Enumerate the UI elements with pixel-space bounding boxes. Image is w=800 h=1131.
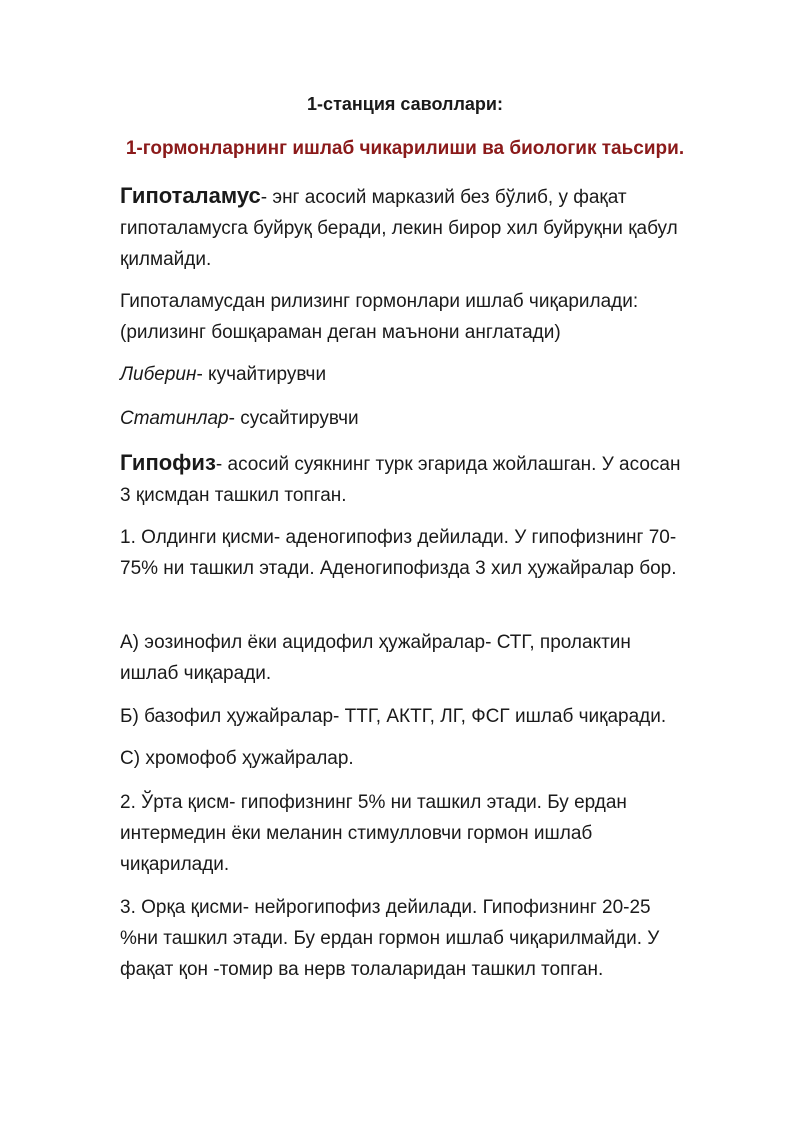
paragraph-eosinophil-cells — [120, 627, 690, 689]
paragraph-posterior-lobe — [120, 892, 690, 985]
paragraph-liberin — [120, 359, 690, 390]
term-liberin: Либерин — [120, 364, 197, 385]
paragraph-text: А) эозинофил ёки ацидофил ҳужайралар- СТГ, пролактин ишлаб чиқаради. — [120, 632, 631, 684]
paragraph-text: Гипоталамусдан рилизинг гормонлари ишлаб чиқарилади: (рилизинг бошқараман деган маънони англатади) — [120, 291, 639, 343]
paragraph-hypothalamus — [120, 180, 690, 275]
paragraph-releasing-hormones — [120, 286, 690, 348]
paragraph-text: - сусайтирувчи — [228, 408, 359, 429]
topic-heading: 1-гормонларнинг ишлаб чикарилиши ва биологик таьсири. — [125, 138, 685, 159]
paragraph-text: 2. Ўрта қисм- гипофизнинг 5% ни ташкил этади. Бу ердан интермедин ёки меланин стимулловчи гормон ишлаб чиқарилади. — [120, 792, 627, 875]
paragraph-hypophysis — [120, 447, 690, 511]
paragraph-text: Б) базофил ҳужайралар- ТТГ, АКТГ, ЛГ, ФСГ ишлаб чиқаради. — [120, 706, 667, 727]
paragraph-text: - асосий суякнинг турк эгарида жойлашган. У асосан 3 қисмдан ташкил топган. — [120, 454, 681, 506]
paragraph-text: - энг асосий марказий без бўлиб, у фақат гипоталамусга буйруқ беради, лекин бирор хил буйруқни қабул қилмайди. — [120, 187, 678, 270]
paragraph-text: - кучайтирувчи — [196, 364, 327, 385]
paragraph-anterior-lobe — [120, 522, 690, 584]
term-hypothalamus: Гипоталамус — [120, 183, 261, 208]
paragraph-text: 1. Олдинги қисми- аденогипофиз дейилади. У гипофизнинг 70-75% ни ташкил этади. Аденогипофизда 3 хил ҳужайралар бор. — [120, 527, 677, 579]
term-hypophysis: Гипофиз — [120, 450, 216, 475]
paragraph-text: 3. Орқа қисми- нейрогипофиз дейилади. Гипофизнинг 20-25 %ни ташкил этади. Бу ердан гормон ишлаб чиқарилмайди. У фақат қон -томир ва нерв толаларидан ташкил топган. — [120, 897, 660, 980]
paragraph-chromophobe-cells — [120, 743, 690, 774]
station-heading: 1-станция саволлари: — [307, 94, 503, 114]
paragraph-statins — [120, 403, 690, 434]
paragraph-intermediate-lobe — [120, 787, 690, 880]
term-statins: Статинлар — [120, 408, 229, 429]
paragraph-text: С) хромофоб ҳужайралар. — [120, 748, 354, 769]
paragraph-basophil-cells — [120, 701, 690, 732]
